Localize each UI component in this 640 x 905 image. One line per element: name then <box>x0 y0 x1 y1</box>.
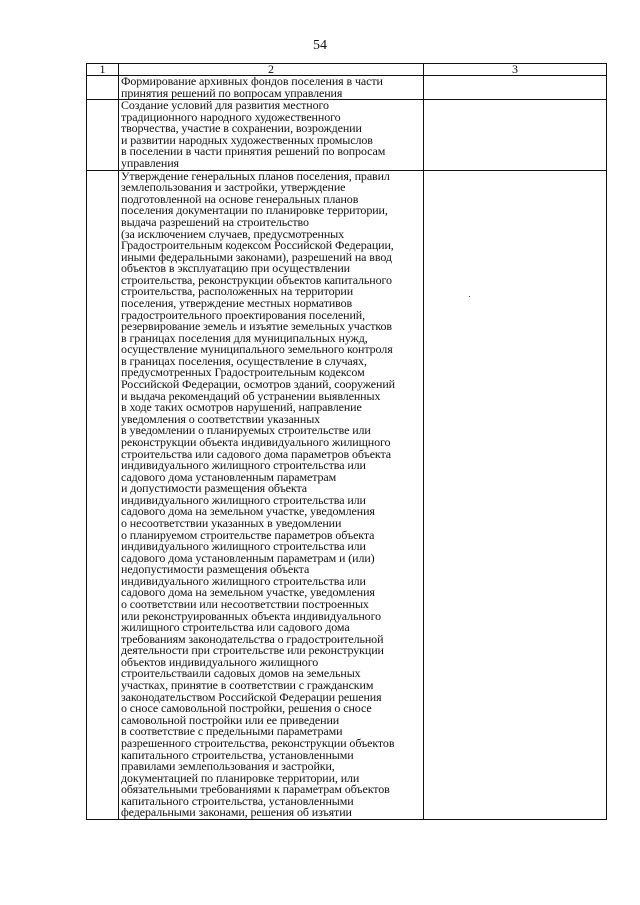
text-line: реконструкции объекта индивидуального жилищного <box>121 434 391 449</box>
stray-mark <box>469 296 470 297</box>
text-line: поселения документации по планировке территории, <box>121 203 388 218</box>
text-line: строительства или садового дома параметров объекта <box>121 446 392 461</box>
text-line: федеральными законами, решения об изъятии <box>121 805 352 820</box>
column-header-1: 1 <box>87 64 119 76</box>
text-line: капитального строительства, установленными <box>121 747 354 762</box>
text-line: и допустимости размещения объекта <box>121 481 307 496</box>
text-line: принятия решений по вопросам управления <box>121 85 343 100</box>
text-line: в соответствие с предельными параметрами <box>121 724 343 739</box>
column-header-3: 3 <box>424 64 607 76</box>
text-line: и развитии народных художественных промыслов <box>121 132 373 147</box>
description-cell <box>119 100 424 170</box>
notes-cell <box>424 100 607 170</box>
number-cell <box>87 76 119 100</box>
text-line: в границах поселения для муниципальных нужд, <box>121 330 368 345</box>
text-line: правилами землепользования и застройки, <box>121 759 335 774</box>
column-header-2: 2 <box>119 64 424 76</box>
text-line: объектов индивидуального жилищного <box>121 654 319 669</box>
text-line: Формирование архивных фондов поселения в части <box>121 74 383 88</box>
text-line: в ходе таких осмотров нарушений, направление <box>121 400 362 415</box>
number-cell <box>87 100 119 170</box>
text-line: в поселении в части принятия решений по вопросам <box>121 144 386 159</box>
document-table <box>86 63 607 820</box>
description-cell <box>119 170 424 819</box>
text-line: управления <box>121 156 179 171</box>
notes-cell <box>424 170 607 819</box>
text-line: индивидуального жилищного строительства или <box>121 458 366 473</box>
text-line: творчества, участие в сохранении, возрождении <box>121 121 362 136</box>
text-line: традиционного народного художественного <box>121 109 341 124</box>
table-row <box>87 76 607 100</box>
description-text <box>121 168 423 820</box>
text-line: капитального строительства, установленными <box>121 793 354 808</box>
text-line: разрешенного строительства, реконструкции объектов <box>121 735 395 750</box>
table-body <box>87 76 607 820</box>
text-line: или реконструированных объекта индивидуального <box>121 608 381 623</box>
text-line: садового дома установленным параметрам <box>121 469 337 484</box>
text-line: о несоответствии указанных в уведомлении <box>121 515 342 530</box>
text-line: в границах поселения, осуществление в случаях, <box>121 353 367 368</box>
description-text <box>121 76 423 99</box>
text-line: землепользования и застройки, утверждение <box>121 180 346 195</box>
text-line: предусмотренных Градостроительным кодексом <box>121 365 365 380</box>
text-line: индивидуального жилищного строительства или <box>121 492 366 507</box>
text-line: обязательными требованиями к параметрам объектов <box>121 782 390 797</box>
text-line: требованиям законодательства о градостроительной <box>121 631 384 646</box>
text-line: законодательством Российской Федерации решения <box>121 689 382 704</box>
text-line: деятельности при строительстве или реконструкции <box>121 643 384 658</box>
text-line: поселения, утверждение местных нормативов <box>121 295 353 310</box>
text-line: индивидуального жилищного строительства или <box>121 539 366 554</box>
table-row <box>87 100 607 170</box>
text-line: самовольной постройки или ее приведении <box>121 712 340 727</box>
text-line: садового дома на земельном участке, уведомления <box>121 504 375 519</box>
text-line: градостроительного проектирования поселений, <box>121 307 365 322</box>
text-line: о планируемом строительстве параметров объекта <box>121 527 375 542</box>
text-line: иными федеральными законами), разрешений на ввод <box>121 249 392 264</box>
text-line: объектов в эксплуатацию при осуществлении <box>121 261 350 276</box>
text-line: Градостроительным кодексом Российской Федерации, <box>121 238 394 253</box>
text-line: жилищного строительства или садового дома <box>121 620 350 635</box>
text-line: строительства, реконструкции объектов капитального <box>121 272 392 287</box>
text-line: Утверждение генеральных планов поселения, правил <box>121 168 390 183</box>
text-line: подготовленной на основе генеральных планов <box>121 191 359 206</box>
text-line: садового дома на земельном участке, уведомления <box>121 585 375 600</box>
description-text <box>121 100 423 169</box>
text-line: осуществление муниципального земельного контроля <box>121 342 393 357</box>
text-line: садового дома установленным параметрам и (или) <box>121 550 375 565</box>
text-line: уведомления о соответствии указанных <box>121 411 321 426</box>
text-line: выдача разрешений на строительство <box>121 214 309 229</box>
text-line: документацией по планировке территории, или <box>121 770 360 785</box>
text-line: о соответствии или несоответствии построенных <box>121 597 369 612</box>
description-cell <box>119 76 424 100</box>
table-row <box>87 170 607 819</box>
text-line: (за исключением случаев, предусмотренных <box>121 226 345 241</box>
text-line: Российской Федерации, осмотров зданий, сооружений <box>121 377 395 392</box>
text-line: Создание условий для развития местного <box>121 98 329 113</box>
number-cell <box>87 170 119 819</box>
text-line: индивидуального жилищного строительства или <box>121 573 366 588</box>
text-line: резервирование земель и изъятие земельных участков <box>121 319 392 334</box>
page-number: 54 <box>313 38 327 53</box>
notes-cell <box>424 76 607 100</box>
text-line: строительства, расположенных на территории <box>121 284 354 299</box>
text-line: о сносе самовольной постройки, решения о сносе <box>121 701 372 716</box>
text-line: и выдача рекомендаций об устранении выявленных <box>121 388 381 403</box>
text-line: в уведомлении о планируемых строительстве или <box>121 423 371 438</box>
text-line: участках, принятие в соответствии с гражданским <box>121 678 374 693</box>
text-line: строительстваили садовых домов на земельных <box>121 666 361 681</box>
text-line: недопустимости размещения объекта <box>121 562 310 577</box>
